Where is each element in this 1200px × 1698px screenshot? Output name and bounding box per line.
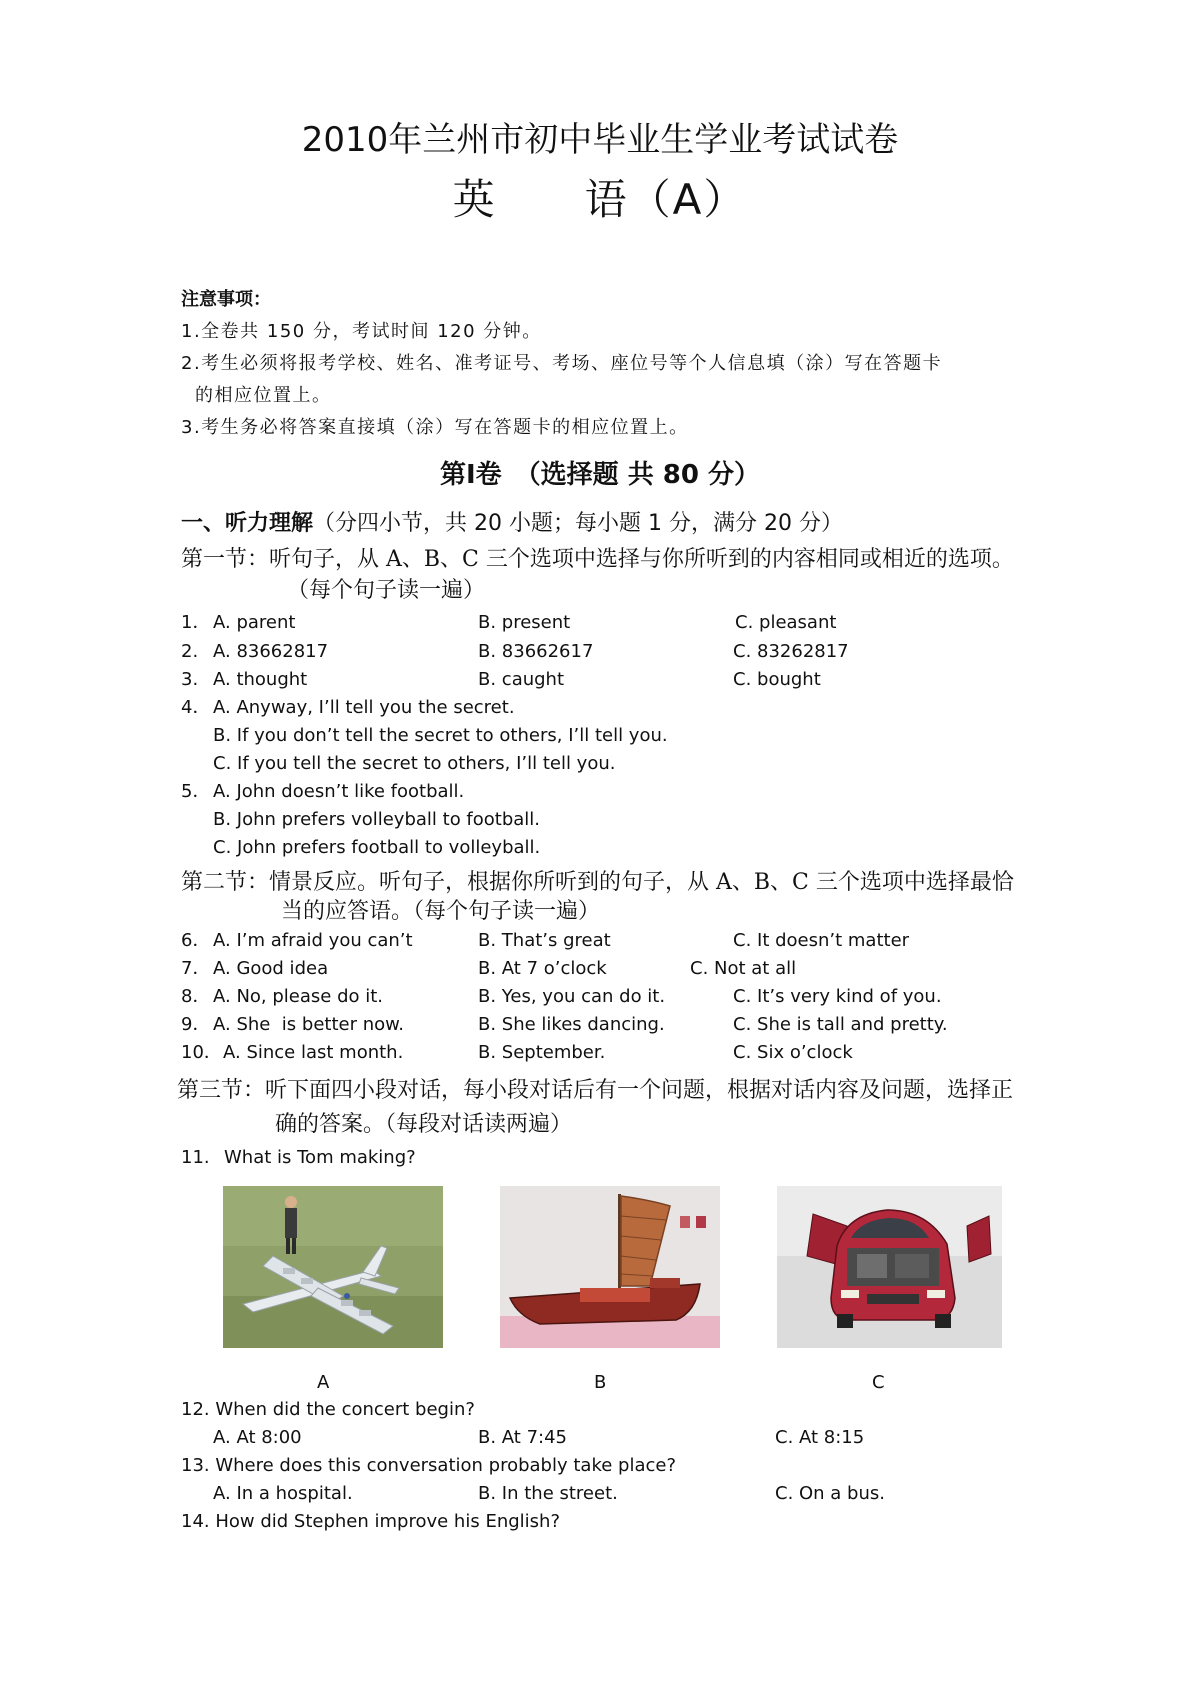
- option-b: B. John prefers volleyball to football.: [213, 809, 541, 830]
- option-a: A. Good idea: [213, 958, 329, 979]
- option-c: C. It doesn’t matter: [733, 930, 910, 951]
- option-c: C. On a bus.: [775, 1483, 885, 1504]
- option-c: C. She is tall and pretty.: [733, 1014, 948, 1035]
- option-a: A. At 8:00: [213, 1427, 302, 1448]
- option-c: C. pleasant: [735, 612, 837, 633]
- question-text: What is Tom making?: [224, 1147, 416, 1168]
- airplane-icon: [223, 1186, 443, 1348]
- option-c: C. It’s very kind of you.: [733, 986, 942, 1007]
- option-b: B. 83662617: [478, 641, 594, 662]
- question-number: 1．: [181, 612, 211, 633]
- option-a: A. I’m afraid you can’t: [213, 930, 413, 951]
- option-b: B. If you don’t tell the secret to others, I’ll tell you.: [213, 725, 668, 746]
- notes-heading: 注意事项：: [181, 289, 271, 310]
- option-b: B. September.: [478, 1042, 606, 1063]
- question-number: 5．: [181, 781, 211, 802]
- sub-section-heading: 第二节：情景反应。听句子，根据你所听到的句子，从 A、B、C 三个选项中选择最恰: [181, 870, 1014, 895]
- question-number: 6．: [181, 930, 211, 951]
- option-c: C. Not at all: [690, 958, 797, 979]
- option-a: A. In a hospital.: [213, 1483, 353, 1504]
- note-item: 1.全卷共 150 分，考试时间 120 分钟。: [181, 321, 542, 342]
- part1-title: 第Ⅰ卷 （选择题 共 80 分）: [439, 460, 760, 490]
- option-c: C. bought: [733, 669, 821, 690]
- sub-section-heading: （每个句子读一遍）: [287, 578, 486, 603]
- option-b: B. That’s great: [478, 930, 611, 951]
- sub-section-heading: 第一节：听句子，从 A、B、C 三个选项中选择与你所听到的内容相同或相近的选项。: [181, 547, 1014, 572]
- option-a: A. Anyway, I’ll tell you the secret.: [213, 697, 515, 718]
- question-number: 7．: [181, 958, 211, 979]
- question-text: 12. When did the concert begin?: [181, 1399, 475, 1420]
- option-a: A. thought: [213, 669, 308, 690]
- question-number: 11.: [181, 1147, 210, 1168]
- section-heading-bold: 一、听力理解: [181, 511, 314, 536]
- question-text: 13. Where does this conversation probably take place?: [181, 1455, 677, 1476]
- car-icon: [777, 1186, 1002, 1348]
- question-number: 3.: [181, 669, 199, 690]
- question-text: 14. How did Stephen improve his English?: [181, 1511, 560, 1532]
- exam-subject: 英 语（A）: [452, 175, 748, 224]
- question-number: 2.: [181, 641, 199, 662]
- option-a: A. Since last month.: [223, 1042, 404, 1063]
- sub-section-heading: 第三节：听下面四小段对话，每小段对话后有一个问题，根据对话内容及问题，选择正: [177, 1078, 1014, 1103]
- image-label: B: [594, 1372, 607, 1393]
- question-number: 10．: [181, 1042, 222, 1063]
- boat-icon: [500, 1186, 720, 1348]
- image-label: C: [872, 1372, 885, 1393]
- image-label: A: [317, 1372, 330, 1393]
- option-c: C. John prefers football to volleyball.: [213, 837, 541, 858]
- option-b: B. caught: [478, 669, 565, 690]
- option-b: B. present: [478, 612, 571, 633]
- sub-section-heading: 确的答案。（每段对话读两遍）: [275, 1112, 573, 1137]
- question-number: 9．: [181, 1014, 211, 1035]
- section-heading: [181, 510, 843, 538]
- sub-section-heading: 当的应答语。（每个句子读一遍）: [281, 899, 601, 924]
- option-c: C. If you tell the secret to others, I’ll tell you.: [213, 753, 616, 774]
- option-a: A. 83662817: [213, 641, 329, 662]
- option-b: B. In the street.: [478, 1483, 618, 1504]
- note-item: 3.考生务必将答案直接填（涂）写在答题卡的相应位置上。: [181, 417, 689, 438]
- option-a: A. parent: [213, 612, 296, 633]
- option-c: C. 83262817: [733, 641, 849, 662]
- question-number: 4．: [181, 697, 211, 718]
- exam-title: 2010年兰州市初中毕业生学业考试试卷: [301, 120, 899, 160]
- note-item: 的相应位置上。: [195, 385, 332, 406]
- option-b: B. Yes, you can do it.: [478, 986, 666, 1007]
- option-a: A. No, please do it.: [213, 986, 384, 1007]
- option-b: B. At 7:45: [478, 1427, 567, 1448]
- note-item: 2.考生必须将报考学校、姓名、准考证号、考场、座位号等个人信息填（涂）写在答题卡: [181, 353, 943, 374]
- option-b: B. She likes dancing.: [478, 1014, 665, 1035]
- option-c: C. Six o’clock: [733, 1042, 853, 1063]
- question-number: 8．: [181, 986, 211, 1007]
- section-heading-rest: （分四小节，共 20 小题；每小题 1 分，满分 20 分）: [313, 511, 843, 536]
- option-b: B. At 7 o’clock: [478, 958, 607, 979]
- option-a: A. John doesn’t like football.: [213, 781, 465, 802]
- option-c: C. At 8:15: [775, 1427, 865, 1448]
- option-a: A. She is better now.: [213, 1014, 404, 1035]
